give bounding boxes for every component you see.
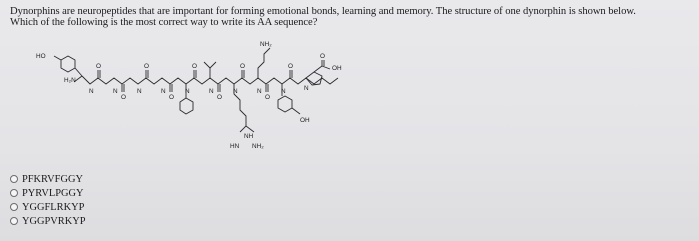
label-nh: NH (244, 133, 254, 140)
label-oh-bottom: OH (300, 117, 310, 124)
label-n: N (161, 88, 166, 95)
label-oh-right: OH (332, 65, 342, 72)
label-o: O (265, 94, 270, 101)
label-o: O (121, 94, 126, 101)
radio-button[interactable] (10, 217, 18, 225)
radio-button[interactable] (10, 203, 18, 211)
label-n: N (113, 88, 118, 95)
label-nh2-top: NH₂ (260, 41, 272, 48)
label-n: N (89, 88, 94, 95)
tyrosine-ring-lower (278, 96, 292, 112)
radio-button[interactable] (10, 175, 18, 183)
label-h2n: H₂N (64, 77, 76, 84)
label-o: O (320, 53, 325, 60)
dynorphin-structure-diagram (30, 38, 410, 166)
option-label: PYRVLPGGY (22, 187, 84, 199)
label-o: O (192, 63, 197, 70)
option-4[interactable] (10, 214, 86, 228)
label-n: N (233, 88, 238, 95)
label-n: N (257, 88, 262, 95)
label-hn: HN (230, 143, 240, 150)
label-o: O (169, 94, 174, 101)
label-o: O (217, 94, 222, 101)
answer-options (10, 172, 86, 228)
label-nh2-bottom: NH₂ (252, 143, 264, 150)
phenylalanine-ring (180, 98, 193, 114)
radio-button[interactable] (10, 189, 18, 197)
label-n: N (304, 85, 309, 92)
proline-ring (306, 72, 322, 85)
label-o: O (96, 63, 101, 70)
label-n: N (185, 88, 190, 95)
question-line-2: Which of the following is the most correct way to write its AA sequence? (10, 17, 318, 28)
structure-atom-labels (36, 41, 342, 150)
label-n: N (281, 88, 286, 95)
label-n: N (209, 88, 214, 95)
option-1[interactable] (10, 172, 86, 186)
label-ho: HO (36, 53, 46, 60)
option-3[interactable] (10, 200, 86, 214)
label-o: O (240, 63, 245, 70)
question-text (10, 6, 694, 28)
tyrosine-phenol-ring (61, 56, 75, 72)
question-line-1: Dynorphins are neuropeptides that are important for forming emotional bonds, learning and memory. The structure of one dynorphin is shown below. (10, 6, 636, 17)
label-o: O (288, 63, 293, 70)
option-label: YGGFLRKYP (22, 201, 85, 213)
option-2[interactable] (10, 186, 86, 200)
label-n: N (137, 88, 142, 95)
label-o: O (144, 63, 149, 70)
option-label: YGGPVRKYP (22, 215, 86, 227)
option-label: PFKRVFGGY (22, 173, 83, 185)
